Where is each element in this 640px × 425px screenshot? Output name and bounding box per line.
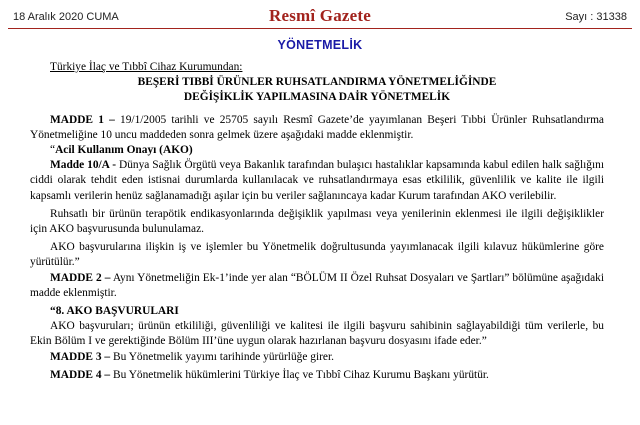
paragraph-3: AKO başvurularına ilişkin iş ve işlemler bu Yönetmelik doğrultusunda yayımlanacak ilgili kılavuz hükümlerine göre yürütülür.” [30, 241, 604, 269]
section-title: YÖNETMELİK [277, 38, 363, 52]
header-divider [8, 28, 632, 29]
article-4-label: MADDE 4 – [50, 368, 111, 381]
regulation-title-line-2: DEĞİŞİKLİK YAPILMASINA DAİR YÖNETMELİK [183, 91, 451, 104]
article-4-text: Bu Yönetmelik hükümlerini Türkiye İlaç ve Tıbbî Cihaz Kurumu Başkanı yürütür. [110, 368, 489, 381]
article-10a-label: Madde 10/A - [50, 159, 117, 172]
article-10a-text: Dünya Sağlık Örgütü veya Bakanlık tarafından bulaşıcı hastalıklar kapsamında kabul edilen halk sağlığını ciddi olarak tehdit eden istisnai durumlarda kullanılacak ve ruhsatlandırmaya esas etkililik, güvenlilik ve kalite ile ilgili kapsamlı verilerin henüz sağlanamadığı aşılar için bu veriler sağlanıncaya kadar Kurum tarafından AKO verilebilir. [30, 159, 604, 202]
article-4 [30, 368, 604, 383]
section-8-heading [30, 304, 604, 319]
regulation-title-line-1: BEŞERİ TIBBİ ÜRÜNLER RUHSATLANDIRMA YÖNETMELİĞİNDE [137, 76, 497, 89]
issue-date: 18 Aralık 2020 CUMA [13, 11, 119, 23]
article-1-text: 19/1/2005 tarihli ve 25705 sayılı Resmî Gazete’de yayımlanan Beşeri Tıbbi Ürünler Ruhsatlandırma Yönetmeliğine 10 uncu maddeden sonra gelmek üzere aşağıdaki madde eklenmiştir. [30, 113, 604, 141]
institution-name: Türkiye İlaç ve Tıbbî Cihaz Kurumundan: [50, 61, 243, 73]
article-2-label: MADDE 2 – [50, 271, 111, 284]
ako-open-quote: “ [50, 144, 56, 157]
article-3-text: Bu Yönetmelik yayımı tarihinde yürürlüğe girer. [110, 350, 334, 363]
article-1-label: MADDE 1 – [50, 113, 115, 126]
article-2-text: Aynı Yönetmeliğin Ek-1’inde yer alan “BÖLÜM II Özel Ruhsat Dosyaları ve Şartları” bölümüne aşağıdaki madde eklenmiştir. [30, 271, 604, 299]
regulation-body [30, 60, 604, 383]
issue-number: Sayı : 31338 [565, 11, 627, 23]
section-8-text: AKO başvuruları; ürünün etkililiği, güvenliliği ve kalitesi ile ilgili başvuru sahibinin sağlayabildiği tüm verilerle, bu Ekin Bölüm I ve gerektiğinde Bölüm III’üne uygun olarak hazırlanan başvuru dosyasını ifade eder.” [30, 320, 604, 348]
gazette-header [0, 0, 640, 30]
article-1 [30, 113, 604, 143]
section-8-heading-text: “8. AKO BAŞVURULARI [50, 305, 179, 318]
gazette-title: Resmî Gazete [269, 6, 371, 25]
article-10a [30, 158, 604, 204]
article-3-label: MADDE 3 – [50, 350, 111, 363]
article-3 [30, 350, 604, 365]
ako-heading [30, 143, 604, 158]
article-2 [30, 271, 604, 301]
paragraph-2: Ruhsatlı bir ürünün terapötik endikasyonlarında değişiklik yapılması veya yenilerinin eklenmesi ile ilgili değişiklikler için AKO başvurusunda bulunulamaz. [30, 207, 604, 236]
ako-heading-text: Acil Kullanım Onayı (AKO) [55, 144, 193, 157]
